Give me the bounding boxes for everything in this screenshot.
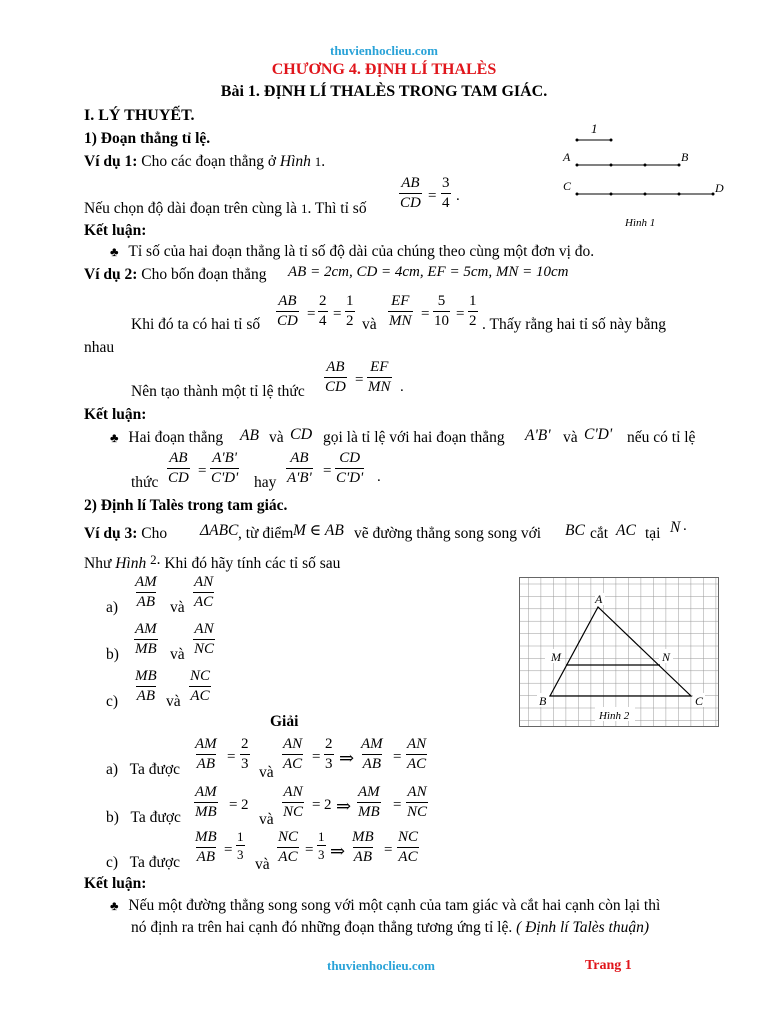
numerator: 1: [469, 293, 477, 309]
club-bullet-icon: ♣: [110, 244, 119, 259]
numerator: NC: [278, 829, 299, 845]
denominator: 4: [442, 195, 450, 211]
equals-sign: =: [323, 463, 332, 479]
fraction: [282, 737, 303, 772]
fraction-ab-apbp: [286, 451, 313, 486]
fraction-ab-cd: [324, 360, 347, 395]
denominator: 3: [241, 756, 249, 772]
denominator: 3: [325, 756, 333, 772]
solution-label: Giải: [270, 713, 299, 730]
denominator: CD: [277, 313, 298, 329]
text-part: Khi đó hãy tính các tỉ số sau: [164, 555, 341, 572]
club-bullet-icon: ♣: [110, 898, 119, 913]
figure-ref-number: 1: [314, 154, 322, 169]
conclusion-label: Kết luận:: [84, 406, 147, 423]
equals-sign: =: [198, 463, 207, 479]
denominator: CD: [325, 379, 346, 395]
implies-arrow: ⇒: [336, 796, 352, 816]
numerator: AB: [169, 450, 188, 466]
denominator: NC: [194, 641, 215, 657]
numerator: 1: [318, 829, 325, 844]
numerator: 3: [442, 175, 450, 191]
ratio-conclusion-cont: nhau: [84, 339, 115, 356]
fraction-ef-mn: [367, 360, 392, 395]
fraction-cd-cpdp: [335, 451, 364, 486]
example-2-line: [84, 266, 267, 283]
bullet-3-line-2: [131, 919, 649, 936]
denominator: AB: [196, 849, 215, 865]
numerator: 5: [437, 293, 446, 309]
fraction: [357, 785, 381, 820]
fraction: [277, 830, 299, 865]
numerator: AN: [194, 621, 214, 637]
example-1-line-2: [84, 200, 367, 217]
equals-sign: =: [224, 842, 233, 858]
answer-text: Ta được: [129, 761, 181, 778]
text-part: . Thì tỉ số: [307, 200, 367, 217]
numerator: MB: [135, 668, 157, 684]
equals-sign: =: [428, 188, 437, 204]
numerator: 2: [325, 736, 333, 752]
equals-sign: =: [307, 306, 316, 322]
numerator: AM: [135, 574, 157, 590]
example-text: Cho các đoạn thẳng ở: [141, 153, 277, 170]
equals-sign: =: [227, 749, 236, 765]
period: .: [156, 551, 161, 568]
fraction-an-ac: [193, 575, 214, 610]
answer-letter: b): [106, 809, 119, 826]
fraction-apbp-cpdp: [210, 451, 239, 486]
and-word: và: [259, 764, 274, 781]
unit-label: 1: [591, 121, 598, 136]
numerator: 1: [346, 293, 354, 309]
numerator: EF: [391, 293, 410, 309]
denominator: AC: [194, 594, 214, 610]
fraction-3-4: [441, 176, 451, 211]
conclusion-label: Kết luận:: [84, 222, 147, 239]
fraction: [194, 785, 218, 820]
fraction: [397, 830, 419, 865]
segment-ac: AC: [616, 522, 636, 539]
segment-cd: CD: [290, 426, 313, 443]
denominator: MN: [389, 313, 412, 329]
label-c: C: [563, 179, 572, 193]
fraction: [194, 737, 218, 772]
figure-ref: Hình: [115, 555, 147, 572]
implies-arrow: ⇒: [330, 841, 346, 861]
period: .: [456, 188, 460, 204]
denominator: MB: [195, 804, 217, 820]
period: .: [377, 469, 381, 485]
figure-1: [555, 118, 735, 234]
segment-bc: BC: [565, 522, 585, 539]
numerator: AM: [135, 621, 157, 637]
and-word: và: [563, 429, 578, 446]
text-part: Cho: [141, 525, 168, 542]
equals-sign: =: [229, 797, 238, 813]
segment-ab: AB: [240, 427, 259, 444]
label-a: A: [595, 592, 603, 606]
text-part: tại: [645, 525, 661, 542]
equals-sign: =: [384, 842, 393, 858]
answer-text: Ta được: [129, 854, 181, 871]
fraction-ab-cd: [276, 294, 299, 329]
bullet-text: Tỉ số của hai đoạn thẳng là tỉ số độ dài của chúng theo cùng một đơn vị đo.: [128, 243, 595, 260]
numerator: AB: [401, 175, 420, 191]
fraction-1-2: [345, 294, 355, 329]
ratio-intro: Khi đó ta có hai tỉ số: [131, 316, 261, 333]
chapter-title: CHƯƠNG 4. ĐỊNH LÍ THALÈS: [271, 61, 497, 78]
label-m: M: [551, 650, 561, 664]
text-part: Nếu chọn độ dài đoạn trên cùng là: [84, 200, 298, 217]
subsection-title-2: 2) Định lí Talès trong tam giác.: [84, 497, 288, 514]
label-n: N: [662, 650, 671, 664]
section-title: I. LÝ THUYẾT.: [84, 107, 195, 124]
fraction-an-nc: [193, 622, 215, 657]
equals-sign: =: [393, 797, 402, 813]
denominator: AC: [398, 849, 418, 865]
implies-arrow: ⇒: [339, 748, 355, 768]
bullet-text: gọi là tỉ lệ với hai đoạn thẳng: [323, 429, 505, 446]
example-label: Ví dụ 3:: [84, 525, 138, 542]
denominator: MB: [135, 641, 157, 657]
figure-ref: Hình: [279, 153, 311, 170]
numerator: NC: [190, 668, 211, 684]
denominator: 2: [346, 313, 354, 329]
numerator: MB: [195, 829, 217, 845]
numerator: A'B': [212, 450, 237, 466]
denominator: AC: [283, 756, 303, 772]
label-b: B: [681, 150, 689, 164]
denominator: AB: [353, 849, 372, 865]
denominator: C'D': [336, 470, 364, 486]
fraction: [240, 737, 250, 772]
answer-letter: c): [106, 854, 119, 871]
example-label: Ví dụ 1:: [84, 153, 138, 170]
example-3-line: [84, 525, 167, 542]
page-number: Trang 1: [585, 958, 632, 973]
example-3-line-2: [84, 551, 340, 572]
fraction: [360, 737, 384, 772]
fraction: [324, 737, 334, 772]
denominator: 3: [237, 847, 244, 862]
site-header[interactable]: thuvienhoclieu.com: [330, 43, 438, 58]
segment-apbp: A'B': [525, 427, 551, 444]
answer-label: [106, 809, 181, 826]
denominator: AC: [278, 849, 298, 865]
fraction: [351, 830, 375, 865]
text-part: cắt: [590, 525, 609, 542]
numerator: AM: [361, 736, 383, 752]
triangle-abc: ΔABC: [200, 522, 239, 539]
equals-sign: =: [305, 842, 314, 858]
value: 2: [324, 797, 332, 813]
and-word: và: [362, 316, 377, 333]
denominator: AB: [136, 688, 155, 704]
label-d: D: [715, 181, 724, 195]
fraction-ab-cd: [399, 176, 422, 211]
fraction-am-ab: [134, 575, 158, 610]
fraction: [406, 737, 427, 772]
numerator: AB: [290, 450, 309, 466]
example-1-line: [84, 153, 325, 170]
and-word: và: [170, 599, 185, 616]
denominator: AB: [136, 594, 155, 610]
numerator: AM: [195, 784, 217, 800]
figure-caption: Hình 2: [599, 710, 630, 722]
and-word: và: [255, 856, 270, 873]
text-part: , từ điểm: [238, 525, 294, 542]
label-b: B: [539, 694, 547, 708]
denominator: AC: [190, 688, 210, 704]
point-m-on-ab: M ∈ AB: [293, 522, 344, 539]
numerator: 2: [319, 293, 327, 309]
fraction: [406, 785, 428, 820]
site-footer[interactable]: thuvienhoclieu.com: [327, 958, 435, 973]
period: .: [400, 379, 404, 395]
proportion-intro: Nên tạo thành một tỉ lệ thức: [131, 383, 305, 400]
numerator: AM: [195, 736, 217, 752]
equals-sign: =: [393, 749, 402, 765]
and-word: và: [166, 693, 181, 710]
denominator: NC: [283, 804, 304, 820]
denominator: 2: [469, 313, 477, 329]
denominator: MN: [368, 379, 391, 395]
numerator: AN: [283, 784, 303, 800]
numerator: AN: [194, 574, 214, 590]
fraction-5-10: [433, 294, 450, 329]
bullet-text: nếu có tỉ lệ: [627, 429, 696, 446]
bullet-text: Hai đoạn thẳng: [128, 429, 224, 446]
equals-sign: =: [312, 749, 321, 765]
or-word: hay: [254, 474, 277, 491]
fraction-ab-cd: [167, 451, 190, 486]
denominator: NC: [407, 804, 428, 820]
numerator: AN: [407, 784, 427, 800]
equals-sign: =: [421, 306, 430, 322]
numerator: AB: [278, 293, 297, 309]
bullet-text: Nếu một đường thẳng song song với một cạnh của tam giác và cắt hai cạnh còn lại thì: [128, 897, 661, 914]
figure-2: [519, 577, 719, 727]
denominator: AB: [196, 756, 215, 772]
ratio-conclusion: . Thấy rằng hai tỉ số này bằng: [482, 316, 666, 333]
tick: [576, 139, 579, 142]
numerator: AM: [358, 784, 380, 800]
figure-caption: Hình 1: [625, 217, 656, 229]
text-part: Như: [84, 555, 112, 572]
numerator: EF: [370, 359, 389, 375]
bullet-text: nó định ra trên hai cạnh đó những đoạn thẳng tương ứng tỉ lệ.: [131, 919, 513, 936]
denominator: 3: [318, 847, 325, 862]
subsection-title-1: 1) Đoạn thẳng tỉ lệ.: [84, 130, 211, 147]
denominator: MB: [358, 804, 380, 820]
numerator: 2: [241, 736, 249, 752]
fraction-ef-mn: [388, 294, 413, 329]
period: .: [321, 153, 326, 170]
numerator: AN: [407, 736, 427, 752]
and-word: và: [259, 811, 274, 828]
answer-text: Ta được: [130, 809, 181, 826]
denominator: 4: [319, 313, 327, 329]
question-label: a): [106, 599, 119, 616]
answer-label: [106, 761, 180, 778]
figure-ref-number: 2: [150, 552, 157, 567]
numerator: MB: [352, 829, 374, 845]
fraction-am-mb: [134, 622, 158, 657]
and-word: và: [170, 646, 185, 663]
question-label: c): [106, 693, 119, 710]
unit-value: 1: [300, 201, 308, 216]
denominator: C'D': [211, 470, 239, 486]
bullet-2: [110, 429, 223, 446]
lesson-title: Bài 1. ĐỊNH LÍ THALÈS TRONG TAM GIÁC.: [220, 83, 548, 100]
fraction: [194, 830, 218, 865]
denominator: AB: [362, 756, 381, 772]
equals-sign: =: [333, 306, 342, 322]
fraction-2-4: [318, 294, 328, 329]
club-bullet-icon: ♣: [110, 430, 119, 445]
denominator: AC: [407, 756, 427, 772]
fraction-1-2: [468, 294, 478, 329]
fraction: [236, 830, 245, 861]
answer-label: [106, 854, 180, 871]
example-label: Ví dụ 2:: [84, 266, 138, 283]
equals-sign: =: [456, 306, 465, 322]
denominator: CD: [168, 470, 189, 486]
numerator: AB: [326, 359, 345, 375]
equals-sign: =: [312, 797, 321, 813]
label-c: C: [695, 694, 704, 708]
point-n: N: [670, 519, 681, 536]
answer-letter: a): [106, 761, 119, 778]
bullet-text: thức: [131, 474, 159, 491]
value: 2: [241, 797, 249, 813]
tick: [610, 139, 613, 142]
conclusion-label: Kết luận:: [84, 875, 147, 892]
fraction: [317, 830, 326, 861]
bullet-3: [110, 897, 660, 914]
question-label: b): [106, 646, 119, 663]
fraction-nc-ac: [189, 669, 211, 704]
text-part: vẽ đường thẳng song song với: [354, 525, 542, 542]
fraction: [282, 785, 304, 820]
numerator: 1: [237, 829, 244, 844]
numerator: CD: [339, 450, 361, 466]
example-2-math: AB = 2cm, CD = 4cm, EF = 5cm, MN = 10cm: [288, 264, 569, 280]
numerator: AN: [283, 736, 303, 752]
denominator: 10: [434, 313, 449, 329]
example-text: Cho bốn đoạn thẳng: [141, 266, 267, 283]
numerator: NC: [398, 829, 419, 845]
and-word: và: [269, 429, 284, 446]
theorem-note: ( Định lí Talès thuận): [516, 919, 650, 936]
segment-cpdp: C'D': [584, 426, 613, 443]
label-a: A: [563, 150, 571, 164]
bullet-1: [110, 243, 594, 260]
denominator: A'B': [287, 470, 312, 486]
fraction-mb-ab: [134, 669, 158, 704]
period: .: [683, 518, 687, 534]
equals-sign: =: [355, 372, 364, 388]
denominator: CD: [400, 195, 421, 211]
